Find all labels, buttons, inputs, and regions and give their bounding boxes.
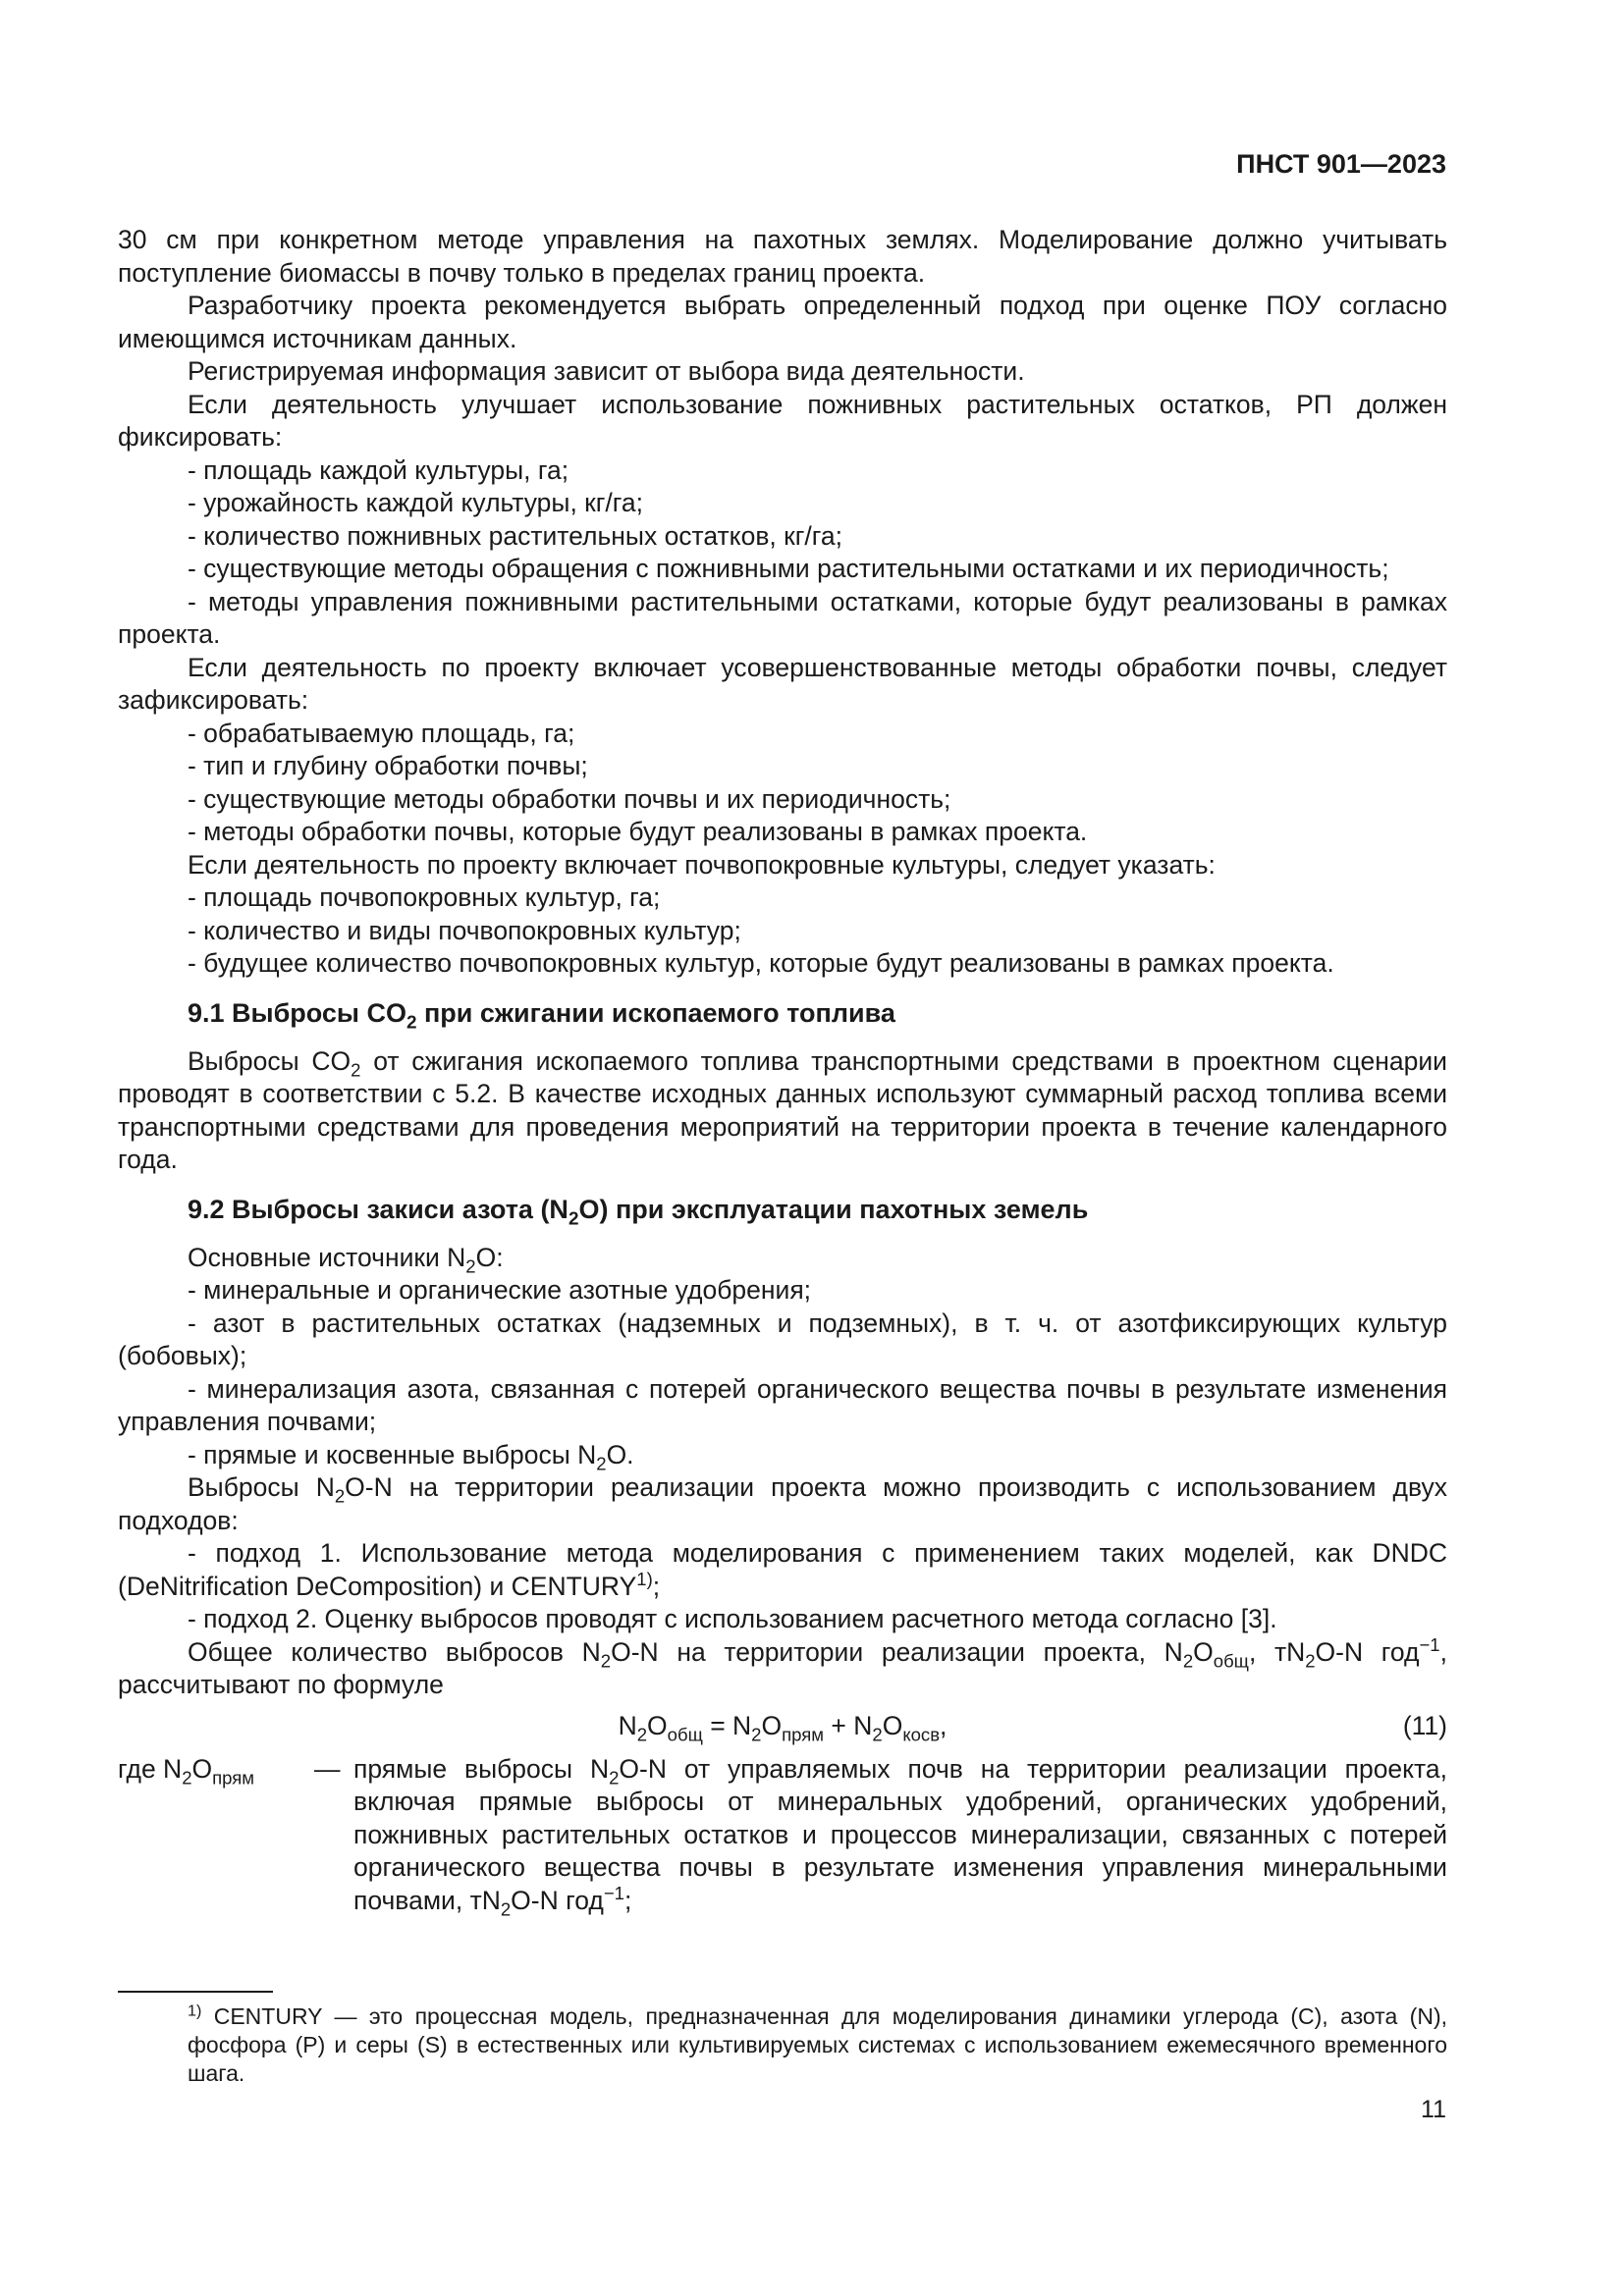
section-9-1-paragraph: Выбросы $CO_2$ от сжигания ископаемого топлива транспортными средствами в проектном сценарии проводят в соответствии с 5.2. В качестве исходных данных используют суммарный расход топлива всеми транспортными средствами для проведения мероприятий на территории проекта в течение календарного года. bbox=[118, 1045, 1447, 1174]
list-item: - методы обработки почвы, которые будут реализованы в рамках проекта. bbox=[188, 817, 1088, 846]
approach-2: - подход 2. Оценку выбросов проводят с использованием расчетного метода согласно [3]. bbox=[188, 1604, 1277, 1633]
approaches-paragraph: Выбросы $N_2O-N$ на территории реализации проекта можно производить с использованием двух подходов: bbox=[118, 1472, 1447, 1535]
formula-11 bbox=[118, 1702, 1447, 1751]
legend-symbol: где $N_2O_{прям}$ bbox=[118, 1753, 255, 1788]
standard-code: ПНСТ 901—2023 bbox=[1236, 149, 1446, 179]
document-body bbox=[118, 224, 1447, 1917]
list-item: - будущее количество почвопокровных культур, которые будут реализованы в рамках проекта. bbox=[188, 948, 1334, 978]
list-item: - обрабатываемую площадь, га; bbox=[188, 718, 575, 748]
list-item: - тип и глубину обработки почвы; bbox=[188, 751, 588, 780]
intro-paragraph-4: Если деятельность улучшает использование пожнивных растительных остатков, РП должен фиксировать: bbox=[118, 389, 1447, 452]
intro-paragraph-3: Регистрируемая информация зависит от выбора вида деятельности. bbox=[188, 356, 1025, 386]
list-item: - минеральные и органические азотные удобрения; bbox=[188, 1275, 812, 1305]
list-item: - урожайность каждой культуры, кг/га; bbox=[188, 488, 643, 517]
intro-paragraph-6: Если деятельность по проекту включает почвопокровные культуры, следует указать: bbox=[188, 849, 1216, 880]
list-item: - существующие методы обработки почвы и их периодичность; bbox=[188, 783, 951, 814]
list-item: - площадь почвопокровных культур, га; bbox=[188, 882, 661, 912]
formula-legend bbox=[118, 1753, 1447, 1918]
footnote-text: $^{1)}$ CENTURY — это процессная модель, предназначенная для моделирования динамики углерода (C), азота (N), фосфора (P) и серы (S) в естественных или культивируемых системах с использованием ежемесячного временного шага. bbox=[188, 2002, 1447, 2086]
intro-paragraph-1: 30 см при конкретном методе управления на пахотных землях. Моделирование должно учитывать поступление биомассы в почву только в пределах границ проекта. bbox=[118, 225, 1447, 288]
page-number: 11 bbox=[1421, 2096, 1446, 2123]
n2o-sources-intro: Основные источники $N_2O$: bbox=[188, 1242, 504, 1276]
total-emissions-paragraph: Общее количество выбросов $N_2O-N$ на территории реализации проекта, $N_2O_{общ}$, $тN_2O-N$ год$^{-1}$, рассчитывают по формуле bbox=[118, 1633, 1447, 1699]
section-9-1-heading: 9.1 Выбросы $CO_2$ при сжигании ископаемого топлива bbox=[188, 997, 895, 1033]
list-item: - количество и виды почвопокровных культур; bbox=[188, 915, 741, 945]
section-9-2-heading: 9.2 Выбросы закиси азота $(N_2O)$ при эксплуатации пахотных земель bbox=[188, 1194, 1089, 1229]
list-item: - прямые и косвенные выбросы $N_2O$. bbox=[188, 1439, 634, 1473]
list-item: - количество пожнивных растительных остатков, кг/га; bbox=[188, 520, 842, 551]
approach-1: - подход 1. Использование метода моделирования с применением таких моделей, как DNDC (DeNitrification DeComposition) и CENTURY$^{1)}$; bbox=[118, 1538, 1447, 1601]
intro-paragraph-2: Разработчику проекта рекомендуется выбрать определенный подход при оценке ПОУ согласно имеющимся источникам данных. bbox=[118, 291, 1447, 353]
list-item: - минерализация азота, связанная с потерей органического вещества почвы в результате изменения управления почвами; bbox=[118, 1373, 1447, 1436]
intro-paragraph-5: Если деятельность по проекту включает усовершенствованные методы обработки почвы, следует зафиксировать: bbox=[118, 652, 1447, 715]
list-item: - азот в растительных остатках (надземных и подземных), в т. ч. от азотфиксирующих культур (бобовых); bbox=[118, 1308, 1447, 1370]
legend-description: прямые выбросы $N_2O-N$ от управляемых почв на территории реализации проекта, включая прямые выбросы от минеральных удобрений, органических удобрений, пожнивных растительных остатков и процессов минерализации, связанных с потерей органического вещества почвы в результате изменения управления минеральными почвами, $тN_2O-N$ год$^{-1}$; bbox=[353, 1753, 1447, 1919]
legend-dash: — bbox=[314, 1753, 341, 1784]
footnote bbox=[118, 2002, 1447, 2088]
formula-number: (11) bbox=[1402, 1710, 1447, 1740]
formula-expression: $N_2O_{общ} = N_2O_{прям} + N_2O_{косв}$, bbox=[618, 1710, 947, 1744]
list-item: - методы управления пожнивными растительными остатками, которые будут реализованы в рамках проекта. bbox=[118, 586, 1447, 649]
list-item: - существующие методы обращения с пожнивными растительными остатками и их периодичность; bbox=[188, 554, 1389, 583]
list-item: - площадь каждой культуры, га; bbox=[188, 454, 569, 485]
footnote-divider bbox=[118, 1991, 273, 1993]
